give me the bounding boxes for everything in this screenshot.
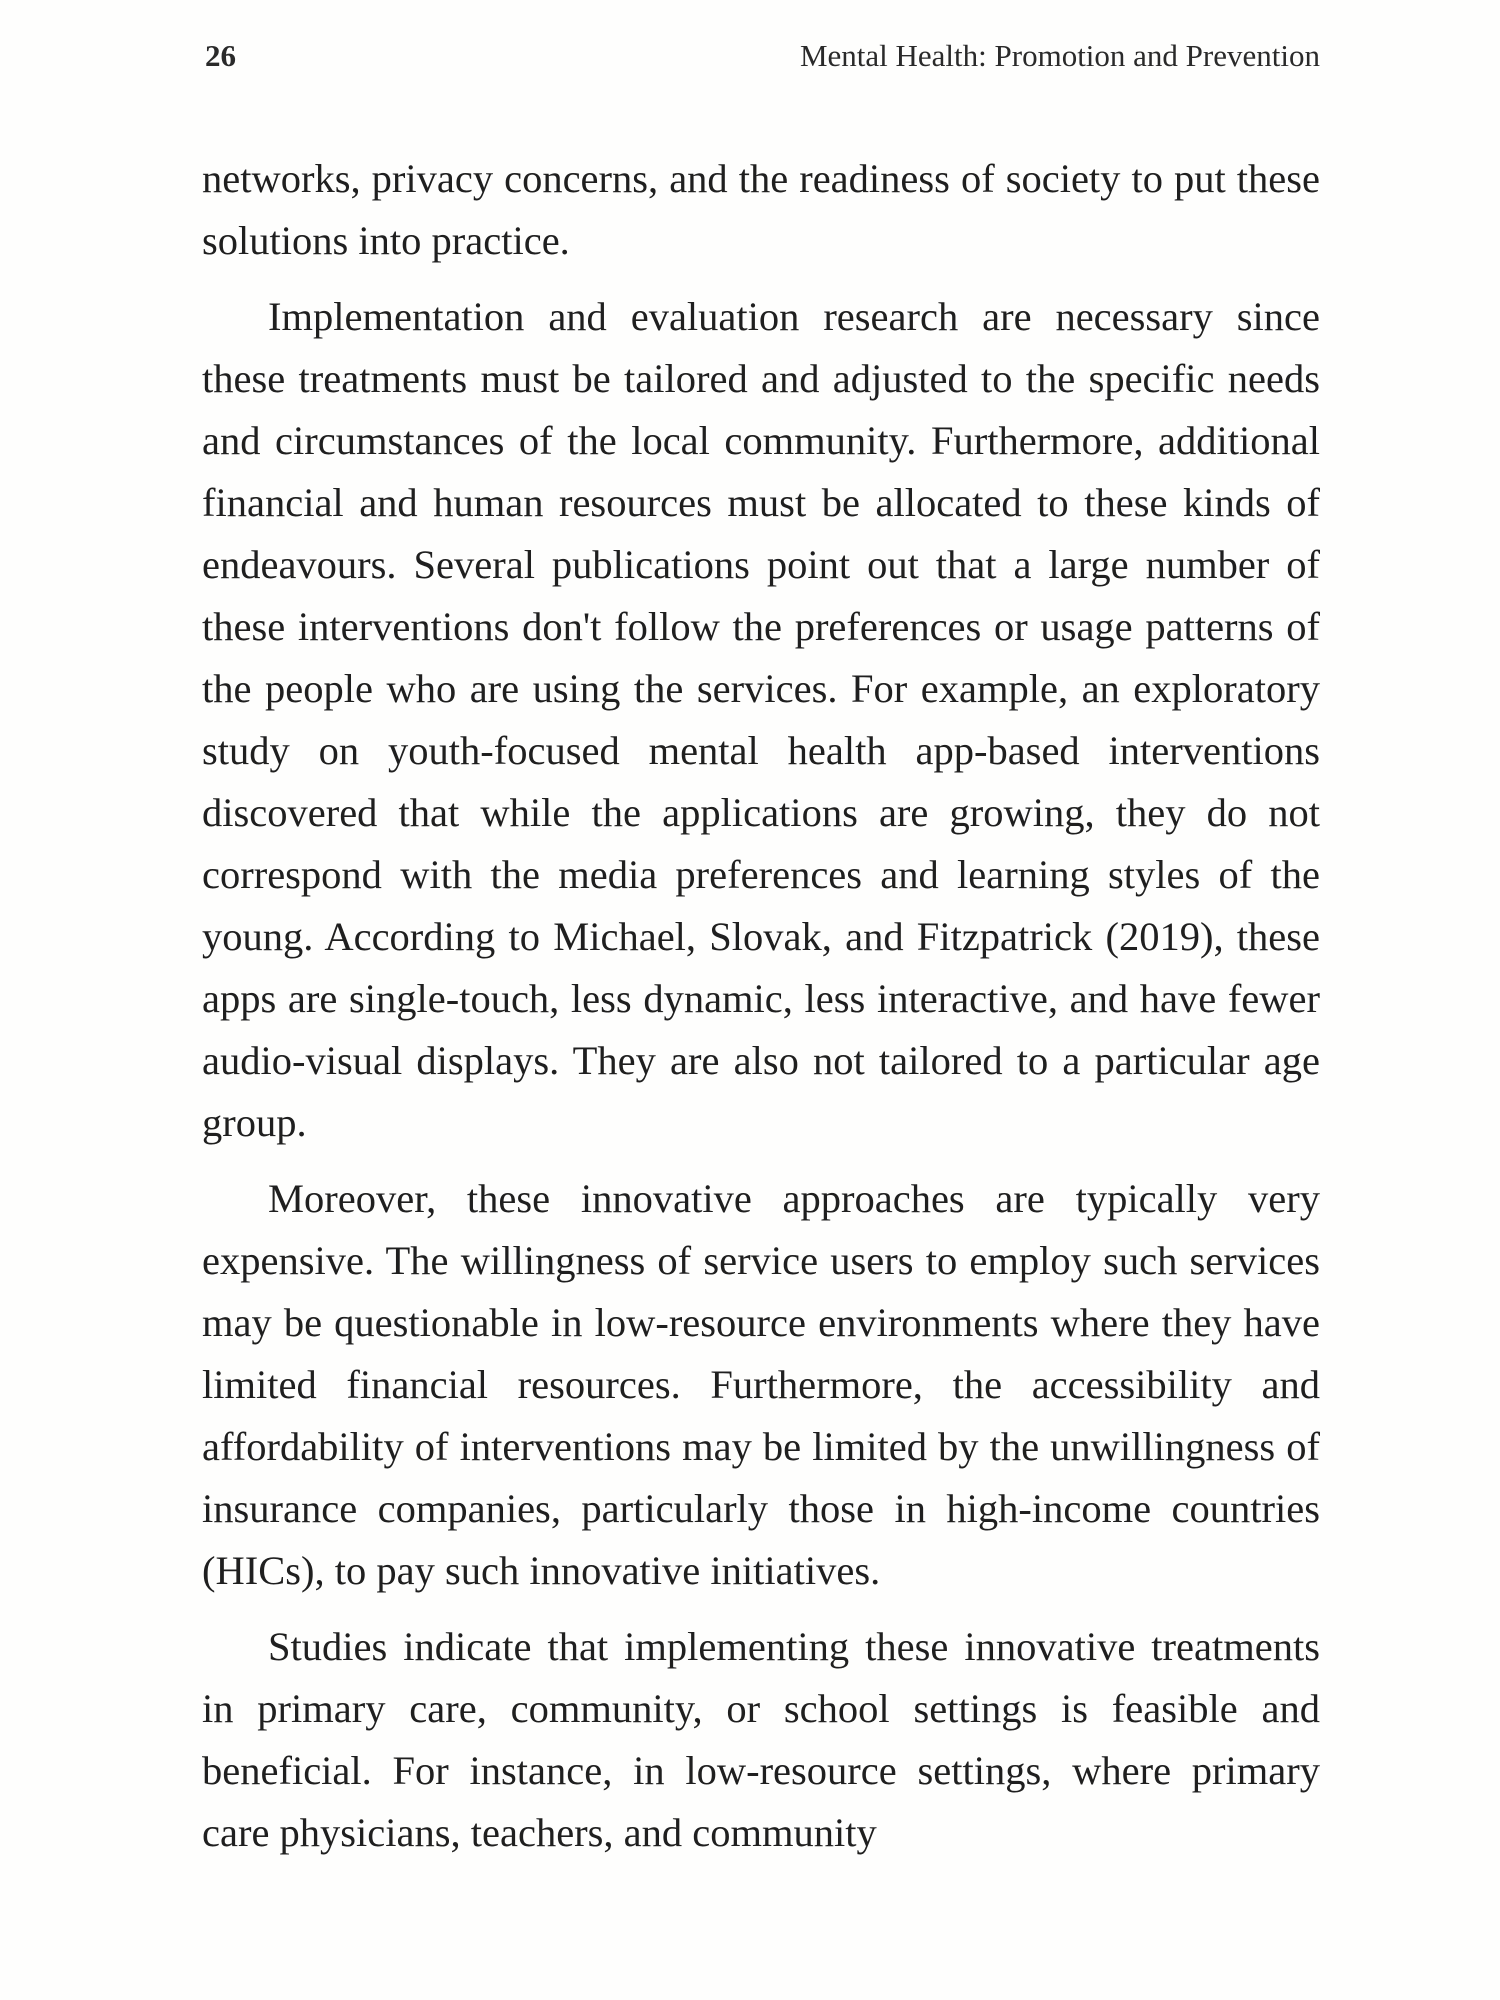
page-number: 26	[205, 38, 236, 73]
running-title: Mental Health: Promotion and Prevention	[799, 38, 1320, 73]
running-head	[205, 38, 1320, 88]
paragraph-continued: networks, privacy concerns, and the readiness of society to put these solutions into practice.	[202, 156, 1320, 263]
paragraph-implementation: Implementation and evaluation research are necessary since these treatments must be tailored and adjusted to the specific needs and circumstances of the local community. Furthermore, additional financial and human resources must be allocated to these kinds of endeavours. Several publications point out that a large number of these interventions don't follow the preferences or usage patterns of the people who are using the services. For example, an exploratory study on youth-focused mental health app-based interventions discovered that while the applications are growing, they do not correspond with the media preferences and learning styles of the young. According to Michael, Slovak, and Fitzpatrick (2019), these apps are single-touch, less dynamic, less interactive, and have fewer audio-visual displays. They are also not tailored to a particular age group.	[202, 294, 1320, 1145]
paragraph-cost: Moreover, these innovative approaches are typically very expensive. The willingness of service users to employ such services may be questionable in low-resource environments where they have limited financial resources. Furthermore, the accessibility and affordability of interventions may be limited by the unwillingness of insurance companies, particularly those in high-income countries (HICs), to pay such innovative initiatives.	[202, 1176, 1320, 1593]
body-text	[202, 148, 1320, 1878]
paragraph-studies: Studies indicate that implementing these innovative treatments in primary care, community, or school settings is feasible and beneficial. For instance, in low-resource settings, where primary care physicians, teachers, and community	[202, 1624, 1320, 1855]
